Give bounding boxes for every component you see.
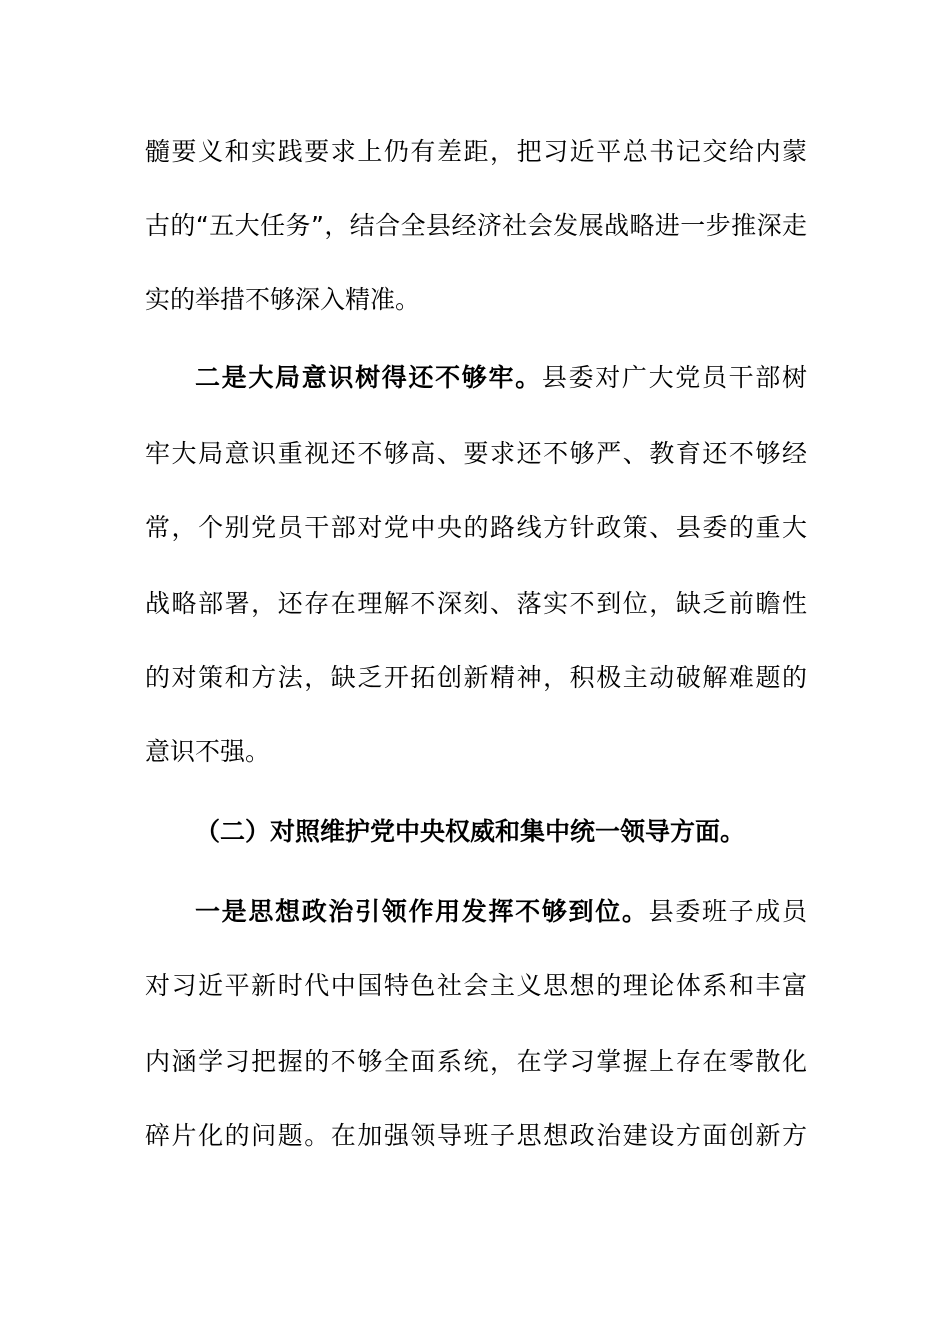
line-text: 对习近平新时代中国特色社会主义思想的理论体系和丰富: [145, 971, 807, 1000]
line-text: 内涵学习把握的不够全面系统，在学习掌握上存在零散化: [145, 1047, 807, 1076]
line-text: 县委对广大党员干部树: [541, 363, 807, 392]
line-text: 碎片化的问题。在加强领导班子思想政治建设方面创新方: [145, 1121, 807, 1150]
paragraph-line: [145, 662, 807, 694]
paragraph-line: [145, 210, 807, 242]
paragraph-line: [145, 284, 807, 316]
paragraph-line: [195, 362, 807, 394]
line-text: 髓要义和实践要求上仍有差距，把习近平总书记交给内蒙: [145, 137, 807, 166]
line-text: 常，个别党员干部对党中央的路线方针政策、县委的重大: [145, 513, 807, 542]
line-text: 战略部署，还存在理解不深刻、落实不到位，缺乏前瞻性: [145, 589, 807, 618]
paragraph-line: [145, 588, 807, 620]
paragraph-line: [195, 896, 807, 928]
line-text: 县委班子成员: [648, 897, 807, 926]
section-heading: [195, 816, 807, 848]
paragraph-line: [145, 512, 807, 544]
line-text: 牢大局意识重视还不够高、要求还不够严、教育还不够经: [145, 439, 807, 468]
heading-text: （二）对照维护党中央权威和集中统一领导方面。: [195, 817, 746, 846]
paragraph-line: [145, 970, 807, 1002]
line-text: 的对策和方法，缺乏开拓创新精神，积极主动破解难题的: [145, 663, 807, 692]
paragraph-line: [145, 1120, 807, 1152]
line-text: 意识不强。: [145, 737, 271, 766]
line-text: 实的举措不够深入精准。: [145, 285, 421, 314]
paragraph-line: [145, 438, 807, 470]
paragraph-lead: 一是思想政治引领作用发挥不够到位。: [195, 897, 649, 926]
line-text: 古的“五大任务”，结合全县经济社会发展战略进一步推深走: [145, 211, 807, 240]
paragraph-lead: 二是大局意识树得还不够牢。: [195, 363, 542, 392]
paragraph-line: [145, 1046, 807, 1078]
paragraph-line: [145, 136, 807, 168]
paragraph-line: [145, 736, 807, 768]
